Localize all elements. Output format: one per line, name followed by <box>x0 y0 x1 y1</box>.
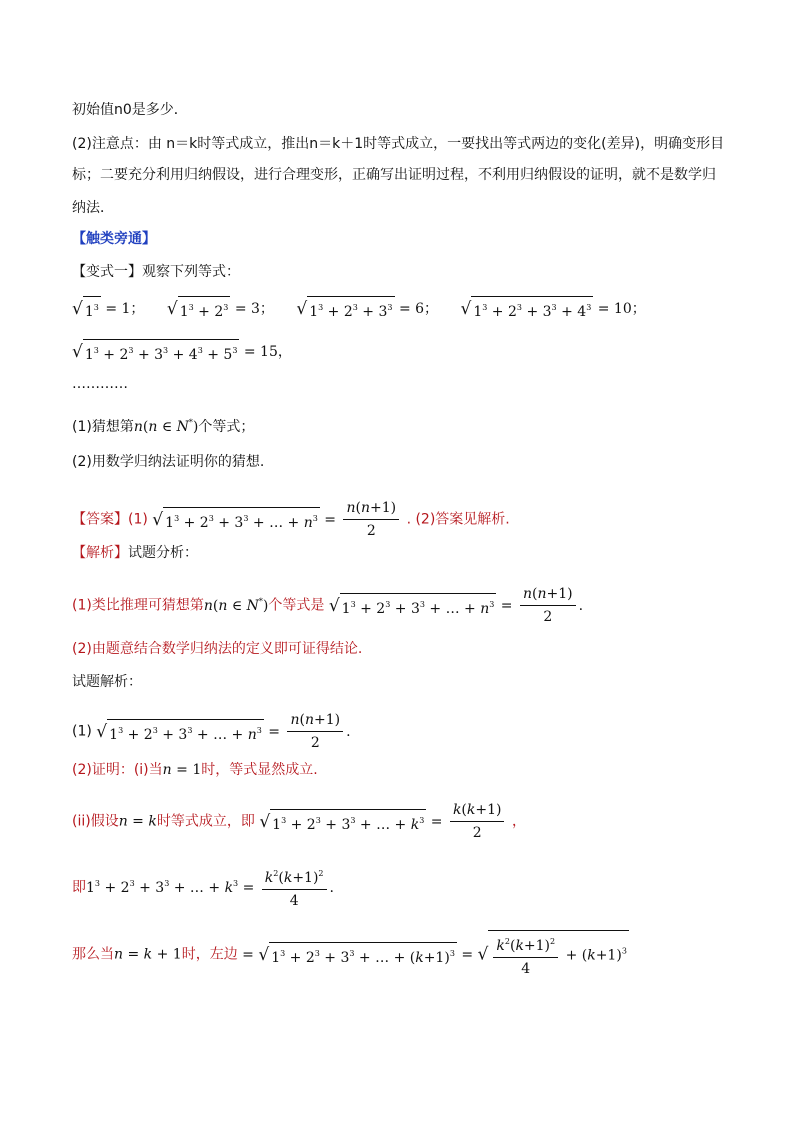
detail-title: 试题解析： <box>72 674 142 690</box>
equations-row-1: √ $1^3 = 1$； √ $1^3 + 2^3 = 3$； √ $1^3 + 2^3 + 3^3 = 6$； √ $1^3 + 2^3 + 3^3 + 4^3 = 10$； <box>72 296 646 322</box>
question-1: (1)猜想第n(n ∈ N*)个等式； <box>72 418 255 435</box>
q1-prefix: (1)猜想第 <box>72 419 134 435</box>
answer-part1: (1) <box>128 511 148 528</box>
proof-part-b: (ii)假设n = k时等式成立，即 √ $1^3 + 2^3 + 3^3$ + … + $k^3$ = $\frac{k(k+1)}{2}$ ， <box>72 802 526 841</box>
analysis-heading <box>72 543 198 563</box>
proof-a-suffix: 时，等式显然成立. <box>201 762 318 778</box>
sqrt-eq5: √ $1^3 + 2^3 + 3^3 + 4^3 + 5^3$ <box>72 339 239 365</box>
last-line: 那么当n = k + 1时，左边 = √ $1^3 + 2^3 + 3^3$ + … + $(k+1)^3$ = √ $\frac{k^2(k+1)^2}{4}$ + $(k+1)^3$ <box>72 930 629 979</box>
eq3-rhs: = 6 <box>398 301 425 317</box>
eq5-rhs: = 15 <box>243 344 278 360</box>
detail-1-label: (1) <box>72 723 92 740</box>
eq4-rhs: = 10 <box>597 301 632 317</box>
then-prefix: 即 <box>72 879 86 896</box>
equations-row-2: √ $1^3 + 2^3 + 3^3 + 4^3 + 5^3 = 15$， <box>72 339 292 365</box>
answer-part2: . (2)答案见解析. <box>406 511 510 528</box>
step1-mid: 个等式是 <box>268 597 325 614</box>
sqrt-eq1: √ $1^3$ <box>72 296 101 322</box>
last-prefix: 那么当 <box>72 946 114 963</box>
variant-prompt: 观察下列等式： <box>142 264 240 280</box>
last-mid: 时，左边 <box>181 946 238 963</box>
sqrt-eq4: √ $1^3 + 2^3 + 3^3 + 4^3$ <box>461 296 594 322</box>
q1-suffix: 个等式； <box>198 419 255 435</box>
analysis-step-2: (2)由题意结合数学归纳法的定义即可证得结论. <box>72 641 363 657</box>
eq1-rhs: = 1 <box>105 301 131 317</box>
intro-line-2: (2)注意点：由 n＝k时等式成立，推出n＝k＋1时等式成立，一要找出等式两边的变化(差异)，明确变形目 <box>72 136 725 152</box>
ellipsis: ………… <box>72 376 128 392</box>
sqrt-eq3: √ $1^3 + 2^3 + 3^3$ <box>296 296 394 322</box>
answer-line: 【答案】(1) √ $1^3 + 2^3 + 3^3$ + … + $n^3$ = $\frac{n(n+1)}{2}$ . (2)答案见解析. <box>72 500 510 539</box>
proof-a-prefix: (2)证明：(i)当 <box>72 762 163 778</box>
intro-line-3: 标；二要充分利用归纳假设，进行合理变形，正确写出证明过程，不利用归纳假设的证明，就不是数学归 <box>72 167 716 183</box>
detail-1: (1) √ $1^3 + 2^3 + 3^3$ + … + $n^3$ = $\frac{n(n+1)}{2}$ . <box>72 712 351 751</box>
variant-heading <box>72 262 240 282</box>
analysis-title: 试题分析： <box>128 545 198 561</box>
then-line: 即$1^3 + 2^3 + 3^3$ + … + $k^3$ = $\frac{k^2(k+1)^2}{4}$ . <box>72 864 334 911</box>
proof-b-prefix: (ii)假设 <box>72 813 119 830</box>
section-title: 【触类旁通】 <box>72 231 156 247</box>
eq2-rhs: = 3 <box>234 301 260 317</box>
proof-part-a: (2)证明：(i)当n = 1时，等式显然成立. <box>72 762 318 778</box>
question-2: (2)用数学归纳法证明你的猜想. <box>72 454 265 470</box>
answer-label: 【答案】 <box>72 511 128 528</box>
step1-prefix: (1)类比推理可猜想第 <box>72 597 204 614</box>
sqrt-eq2: √ $1^3 + 2^3$ <box>167 296 231 322</box>
intro-line-1: 初始值n0是多少． <box>72 102 188 118</box>
analysis-step-1: (1)类比推理可猜想第n(n ∈ N*)个等式是 √ $1^3 + 2^3 + 3^3$ + … + $n^3$ = $\frac{n(n+1)}{2}$ . <box>72 586 584 625</box>
variant-label: 【变式一】 <box>72 264 142 280</box>
proof-b-mid: 时等式成立，即 <box>156 813 255 830</box>
analysis-label: 【解析】 <box>72 545 128 561</box>
intro-line-4: 纳法． <box>72 200 114 216</box>
